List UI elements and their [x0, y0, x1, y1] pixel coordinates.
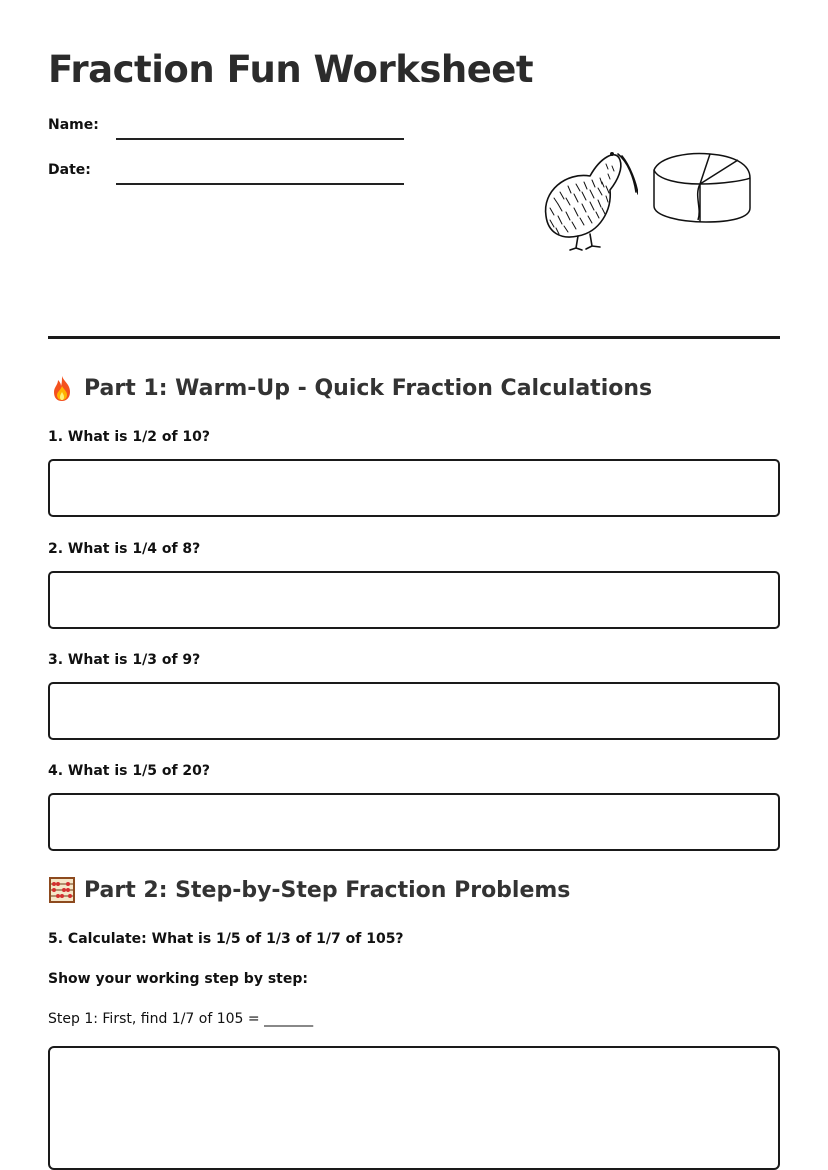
- cheese-wheel-icon: [650, 150, 754, 230]
- answer-box-2[interactable]: [48, 571, 780, 629]
- date-field[interactable]: [116, 183, 404, 185]
- name-field[interactable]: [116, 138, 404, 140]
- step-1-answer-box[interactable]: [48, 1046, 780, 1170]
- kiwi-bird-icon: [538, 136, 638, 256]
- working-instruction: Show your working step by step:: [48, 971, 308, 987]
- illustrations: [538, 136, 758, 256]
- step-1-text: Step 1: First, find 1/7 of 105 = _______: [48, 1011, 314, 1027]
- abacus-icon: [48, 876, 76, 904]
- question-5: 5. Calculate: What is 1/5 of 1/3 of 1/7 of 105?: [48, 931, 404, 947]
- question-2: 2. What is 1/4 of 8?: [48, 541, 201, 557]
- part2-heading-text: Part 2: Step-by-Step Fraction Problems: [84, 877, 571, 903]
- part1-heading-text: Part 1: Warm-Up - Quick Fraction Calculations: [84, 375, 653, 401]
- section-divider: [48, 336, 780, 339]
- question-4: 4. What is 1/5 of 20?: [48, 763, 211, 779]
- part1-heading: [48, 374, 652, 402]
- question-1: 1. What is 1/2 of 10?: [48, 429, 211, 445]
- name-label: Name:: [48, 117, 99, 133]
- answer-box-4[interactable]: [48, 793, 780, 851]
- fire-icon: [48, 374, 76, 402]
- date-label: Date:: [48, 162, 91, 178]
- question-3: 3. What is 1/3 of 9?: [48, 652, 201, 668]
- part2-heading: [48, 876, 570, 904]
- page-title: Fraction Fun Worksheet: [48, 48, 534, 91]
- worksheet-page: [48, 0, 780, 1118]
- answer-box-1[interactable]: [48, 459, 780, 517]
- answer-box-3[interactable]: [48, 682, 780, 740]
